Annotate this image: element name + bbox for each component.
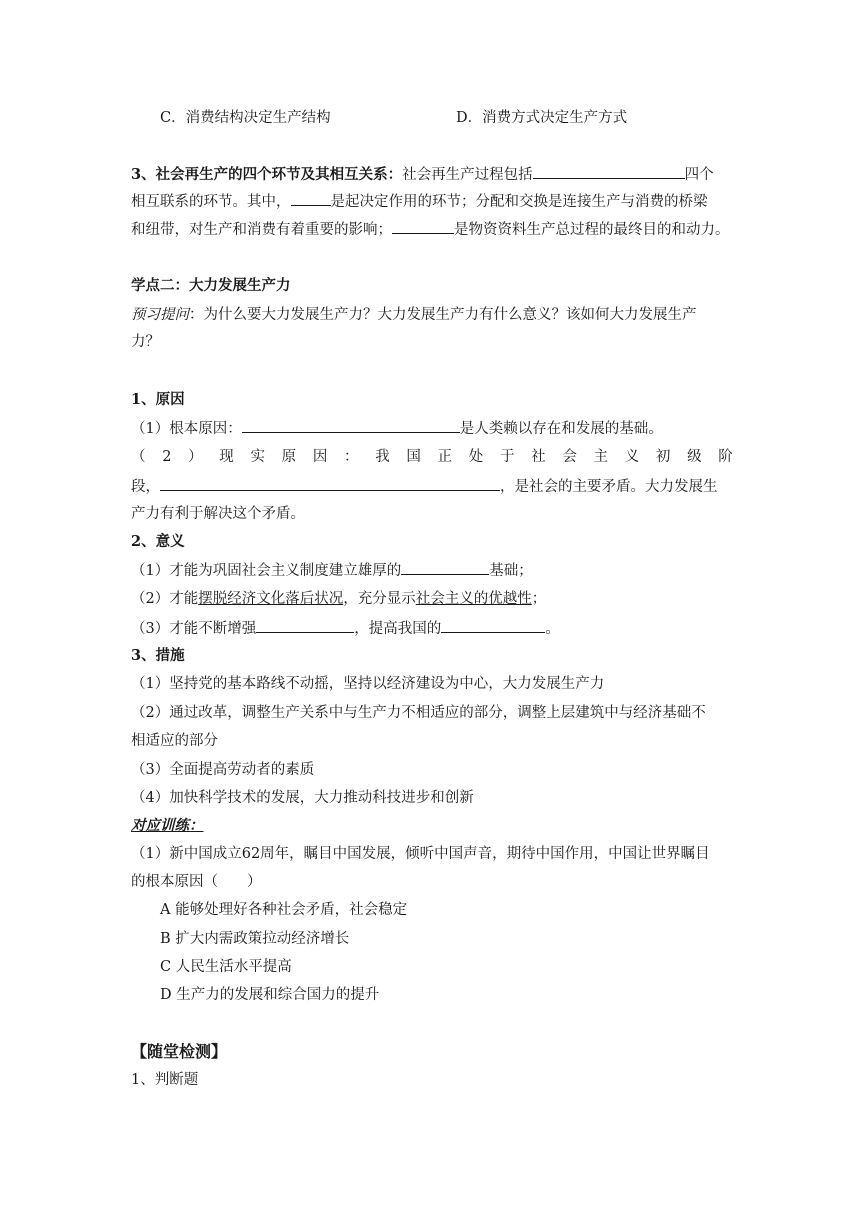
blank-final-goal [392, 219, 454, 234]
meaning-3: （3）才能不断增强 ，提高我国的 。 [131, 618, 560, 639]
reason-real-line3: 产力有利于解决这个矛盾。 [131, 506, 305, 522]
preview-question-cont: 力？ [131, 334, 160, 350]
blank-raise [441, 618, 545, 633]
blank-root-reason [242, 418, 460, 433]
option-c: C．消费结构决定生产结构 [160, 110, 331, 126]
measure-item: （3）全面提高劳动者的素质 [131, 762, 315, 778]
training-option-a: A 能够处理好各种社会矛盾，社会稳定 [160, 902, 408, 918]
training-question-line1: （1）新中国成立62周年，瞩目中国发展，倾听中国声音，期待中国作用，中国让世界瞩目 [131, 846, 710, 862]
measures-heading: 3、措施 [131, 647, 185, 664]
sec3-heading: 3、社会再生产的四个环节及其相互关系： [131, 166, 403, 183]
check-subheading: 1、判断题 [131, 1072, 199, 1088]
preview-label: 预习提问 [131, 307, 189, 323]
sec3-line1: 3、社会再生产的四个环节及其相互关系：社会再生产过程包括 四个 [131, 166, 714, 183]
training-question-line2: 的根本原因（ ） [131, 874, 262, 890]
training-option-b: B 扩大内需政策拉动经济增长 [160, 931, 350, 947]
training-option-d: D 生产力的发展和综合国力的提升 [160, 987, 380, 1003]
reason-real-line2: 段， ，是社会的主要矛盾。大力发展生 [131, 476, 718, 497]
measure-item: 相适应的部分 [131, 733, 218, 749]
xuedian2-title: 学点二：大力发展生产力 [131, 277, 291, 294]
meaning-2: （2）才能摆脱经济文化落后状况，充分显示社会主义的优越性； [131, 591, 547, 607]
reason-real-spread: （ 2 ） 现 实 原 因 ： 我 国 正 处 于 社 会 主 义 初 级 阶 [131, 449, 733, 465]
blank-decisive-link [291, 191, 331, 206]
blank-strengthen [256, 618, 354, 633]
measure-item: （2）通过改革，调整生产关系中与生产力不相适应的部分，调整上层建筑中与经济基础不 [131, 705, 706, 721]
preview-question: 预习提问：为什么要大力发展生产力？大力发展生产力有什么意义？该如何大力发展生产 [131, 307, 697, 323]
reason-heading: 1、原因 [131, 391, 185, 408]
blank-four-links [533, 164, 685, 179]
sec3-line2: 相互联系的环节。其中， 是起决定作用的环节；分配和交换是连接生产与消费的桥梁 [131, 191, 708, 212]
check-heading: 【随堂检测】 [131, 1042, 228, 1061]
reason-root: （1）根本原因： 是人类赖以存在和发展的基础。 [131, 418, 663, 439]
training-option-c: C 人民生活水平提高 [160, 959, 292, 975]
meaning-1: （1）才能为巩固社会主义制度建立雄厚的 基础； [131, 560, 533, 581]
blank-main-contradiction [160, 476, 500, 491]
blank-foundation [401, 560, 489, 575]
sec3-line3: 和纽带，对生产和消费有着重要的影响； 是物资资料生产总过程的最终目的和动力。 [131, 219, 730, 240]
training-heading: 对应训练： [131, 817, 204, 834]
option-d: D．消费方式决定生产方式 [456, 110, 628, 126]
measure-item: （4）加快科学技术的发展，大力推动科技进步和创新 [131, 790, 474, 806]
measure-item: （1）坚持党的基本路线不动摇，坚持以经济建设为中心，大力发展生产力 [131, 676, 605, 692]
meaning-heading: 2、意义 [131, 533, 185, 550]
